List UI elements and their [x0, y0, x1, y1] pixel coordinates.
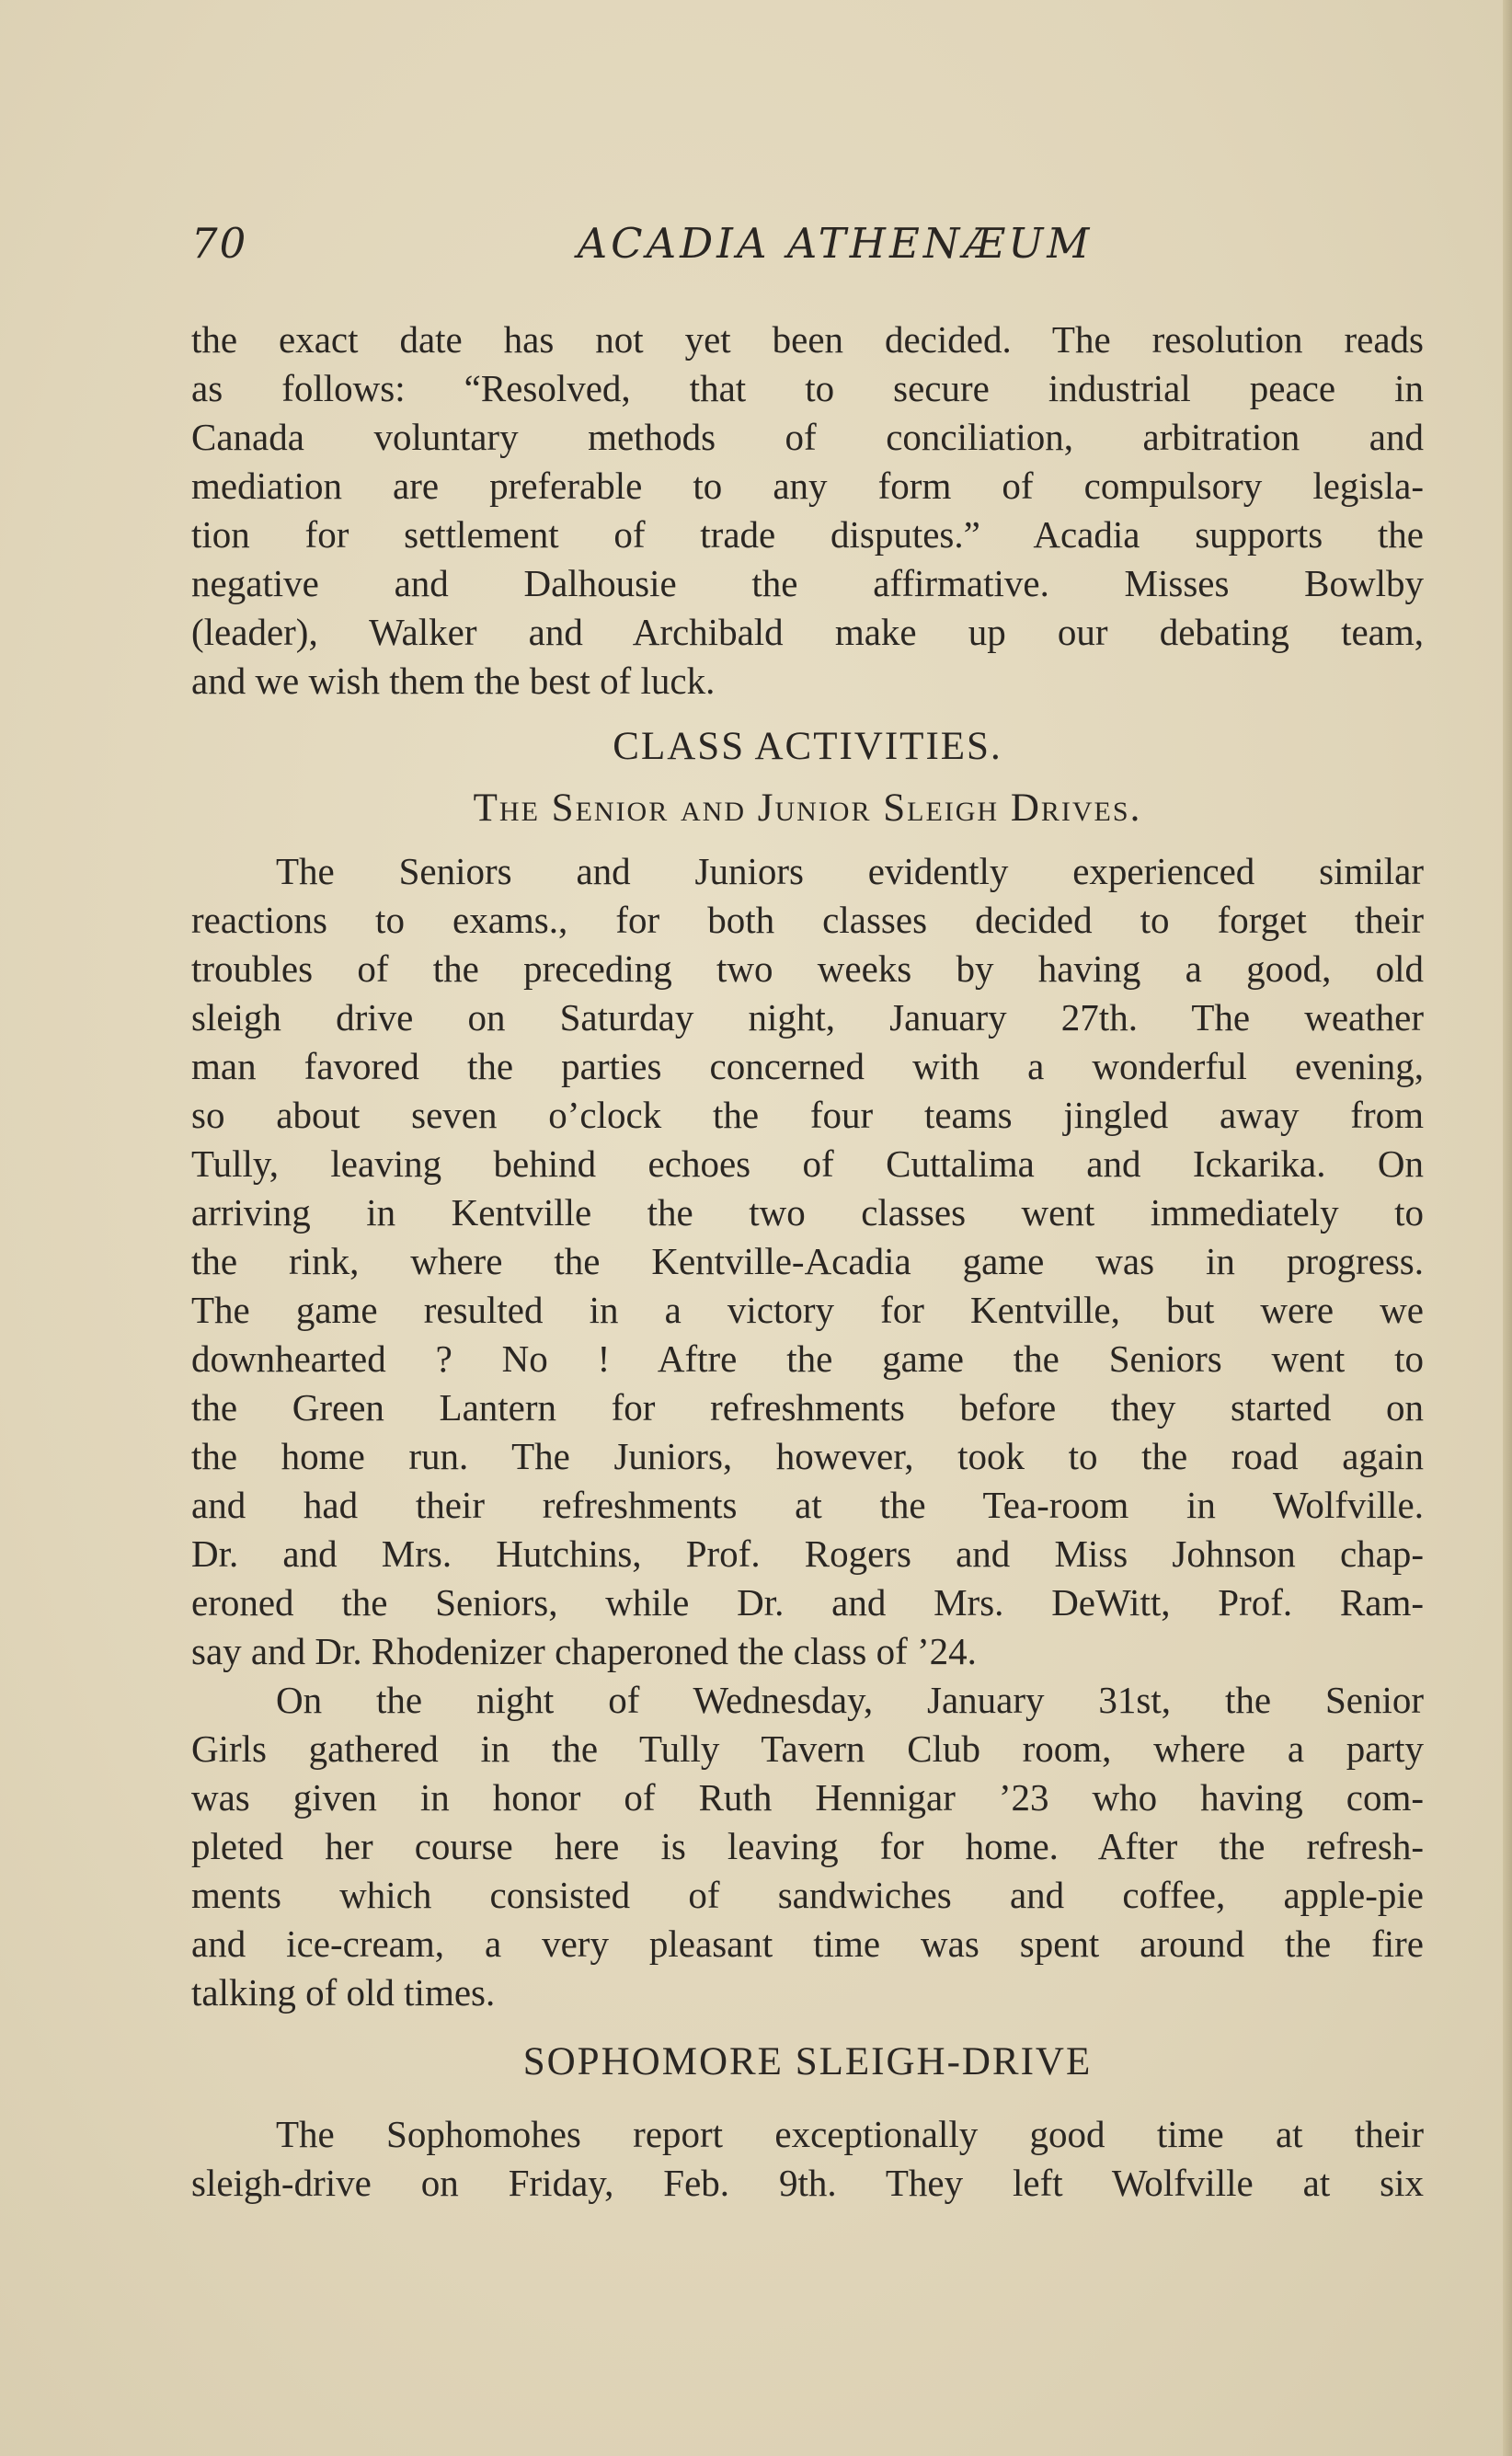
text-line: the exact date has not yet been decided. The resolution reads — [191, 318, 1424, 361]
text-line: so about seven o’clock the four teams jingled away from — [191, 1094, 1424, 1136]
text-line: say and Dr. Rhodenizer chaperoned the class of ’24. — [191, 1630, 977, 1672]
text-line: sleigh drive on Saturday night, January 27th. The weather — [191, 996, 1424, 1039]
text-line: and ice-cream, a very pleasant time was spent around the fire — [191, 1922, 1424, 1965]
text-line: and had their refreshments at the Tea-room in Wolfville. — [191, 1484, 1424, 1526]
text-line: troubles of the preceding two weeks by having a good, old — [191, 947, 1424, 990]
sophomore-paragraph — [191, 2110, 1424, 2208]
text-line: was given in honor of Ruth Hennigar ’23 who having com- — [191, 1776, 1424, 1819]
section-heading-class-activities: CLASS ACTIVITIES. — [613, 725, 1002, 768]
text-line: downhearted ? No ! Aftre the game the Seniors went to — [191, 1337, 1424, 1380]
text-line: arriving in Kentville the two classes went immediately to — [191, 1191, 1424, 1234]
intro-paragraph — [191, 316, 1424, 706]
text-line: man favored the parties concerned with a wonderful evening, — [191, 1045, 1424, 1087]
text-line: tion for settlement of trade disputes.” Acadia supports the — [191, 513, 1424, 556]
text-line: talking of old times. — [191, 1971, 496, 2014]
article-body — [191, 316, 1424, 2208]
running-title: ACADIA ATHENÆUM — [577, 219, 1094, 268]
text-line: ments which consisted of sandwiches and coffee, apple-pie — [191, 1874, 1424, 1916]
page-number: 70 — [191, 219, 248, 268]
text-line: the home run. The Juniors, however, took to the road again — [191, 1435, 1424, 1477]
text-line: as follows: “Resolved, that to secure industrial peace in — [191, 367, 1424, 409]
page-header — [191, 219, 1424, 274]
section-heading-sophomore: SOPHOMORE SLEIGH-DRIVE — [522, 2040, 1093, 2083]
text-line: reactions to exams., for both classes decided to forget their — [191, 899, 1424, 941]
text-line: sleigh-drive on Friday, Feb. 9th. They left Wolfville at six — [191, 2162, 1424, 2204]
subheading-sleigh-drives: The Senior and Junior Sleigh Drives. — [473, 786, 1142, 830]
text-line: (leader), Walker and Archibald make up our debating team, — [191, 611, 1424, 653]
page-edge — [1503, 0, 1512, 2456]
text-line: On the night of Wednesday, January 31st, the Senior — [276, 1679, 1424, 1721]
text-line: The game resulted in a victory for Kentville, but were we — [191, 1289, 1424, 1331]
text-line: Dr. and Mrs. Hutchins, Prof. Rogers and Miss Johnson chap- — [191, 1532, 1424, 1575]
text-line: Canada voluntary methods of conciliation, arbitration and — [191, 416, 1424, 458]
text-line: eroned the Seniors, while Dr. and Mrs. DeWitt, Prof. Ram- — [191, 1581, 1424, 1624]
text-line: the rink, where the Kentville-Acadia game was in progress. — [191, 1240, 1424, 1282]
text-line: Tully, leaving behind echoes of Cuttalima and Ickarika. On — [191, 1142, 1424, 1185]
text-line: The Sophomohes report exceptionally good time at their — [276, 2113, 1424, 2155]
sleigh-drive-paragraph — [191, 847, 1424, 1676]
text-line: negative and Dalhousie the affirmative. Misses Bowlby — [191, 562, 1424, 604]
text-line: The Seniors and Juniors evidently experienced similar — [276, 850, 1424, 892]
text-line: and we wish them the best of luck. — [191, 660, 716, 702]
text-line: Girls gathered in the Tully Tavern Club room, where a party — [191, 1727, 1424, 1770]
text-line: pleted her course here is leaving for home. After the refresh- — [191, 1825, 1424, 1867]
senior-girls-paragraph — [191, 1676, 1424, 2017]
text-line: the Green Lantern for refreshments before they started on — [191, 1386, 1424, 1429]
text-line: mediation are preferable to any form of compulsory legisla- — [191, 465, 1424, 507]
